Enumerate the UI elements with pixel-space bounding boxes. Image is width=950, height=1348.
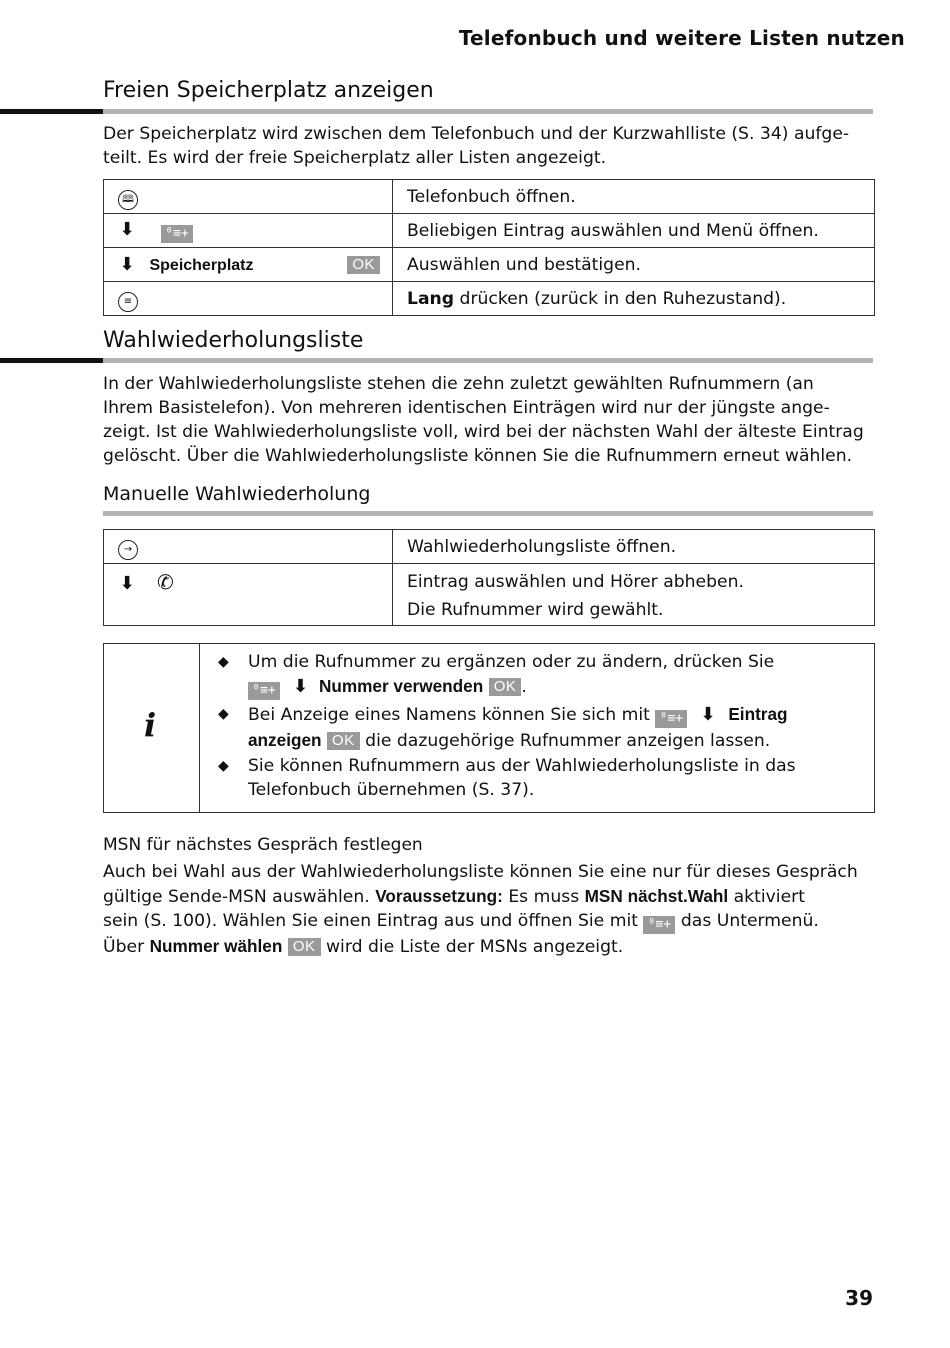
info-bullet: [218, 650, 858, 700]
ok-softkey: OK: [347, 256, 380, 274]
bullet-diamond-icon: ◆: [218, 758, 229, 774]
step-key: [104, 248, 393, 282]
down-arrow-icon: ⬇: [119, 254, 135, 275]
menu-key-icon: ⁰≡+: [655, 710, 687, 728]
ok-softkey: OK: [288, 938, 321, 956]
bullet-text: Um die Rufnummer zu ergänzen oder zu ändern, drücken Sie: [248, 652, 775, 672]
bullet-text: Sie können Rufnummern aus der Wahlwiederholungsliste in das: [248, 756, 796, 776]
para-line: [103, 909, 875, 934]
para-line: Der Speicherplatz wird zwischen dem Telefonbuch und der Kurzwahlliste (S. 34) aufge-: [103, 124, 850, 144]
info-box: [103, 643, 875, 813]
para-line: Auch bei Wahl aus der Wahlwiederholungsliste können Sie eine nur für dieses Gespräch: [103, 862, 858, 882]
bullet-diamond-icon: ◆: [218, 654, 229, 670]
subsection-rule-grey: [103, 511, 873, 516]
info-bullet: [218, 702, 858, 753]
info-icon: i: [144, 706, 157, 744]
step-desc: [393, 282, 875, 316]
step-key: [104, 180, 393, 214]
menu-key-icon: ⁰≡+: [248, 682, 280, 700]
running-header: Telefonbuch und weitere Listen nutzen: [458, 26, 905, 50]
desc-bold: Lang: [407, 288, 455, 309]
text: aktiviert: [728, 887, 805, 907]
step-desc: Wahlwiederholungsliste öffnen.: [393, 530, 875, 564]
para-line: zeigt. Ist die Wahlwiederholungsliste voll, wird bei der nächsten Wahl der älteste Eintrag: [103, 422, 864, 442]
msn-title: MSN für nächstes Gespräch festlegen: [103, 835, 423, 855]
text: Es muss: [502, 887, 585, 907]
text: wird die Liste der MSNs angezeigt.: [320, 937, 624, 957]
ok-softkey: OK: [489, 678, 522, 696]
text: gültige Sende-MSN auswählen.: [103, 887, 376, 907]
bullet-text: .: [521, 677, 527, 697]
section-rule-dark: [0, 358, 103, 363]
step-row: [104, 282, 875, 316]
step-desc: [393, 564, 875, 626]
desc-line: Eintrag auswählen und Hörer abheben.: [407, 572, 744, 592]
down-arrow-icon: ⬇: [292, 676, 309, 697]
menu-entry-nummer-verwenden: Nummer verwenden: [318, 676, 484, 696]
subsection-title-manual-redial: Manuelle Wahlwiederholung: [103, 483, 371, 505]
phonebook-key-icon: 🕮: [118, 190, 138, 210]
info-icon-column: [104, 644, 200, 812]
menu-entry-nummer-waehlen: Nummer wählen: [149, 936, 283, 956]
section-title-redial-list: Wahlwiederholungsliste: [103, 328, 364, 353]
step-desc: Auswählen und bestätigen.: [393, 248, 875, 282]
step-row: [104, 180, 875, 214]
section-rule-grey: [103, 358, 873, 363]
section-rule-dark: [0, 109, 103, 114]
down-arrow-icon: ⬇: [119, 573, 135, 594]
end-call-key-icon: ≡: [118, 292, 138, 312]
para-line: teilt. Es wird der freie Speicherplatz aller Listen angezeigt.: [103, 148, 607, 168]
step-row: [104, 214, 875, 248]
info-bullet: [218, 754, 858, 802]
desc-line: Die Rufnummer wird gewählt.: [407, 600, 664, 620]
section-rule-grey: [103, 109, 873, 114]
bullet-text: Telefonbuch übernehmen (S. 37).: [248, 780, 535, 800]
step-key: [104, 564, 393, 626]
step-key: [104, 214, 393, 248]
text: Über: [103, 937, 150, 957]
steps-table-redial: [103, 529, 875, 626]
step-key: [104, 282, 393, 316]
menu-entry-eintrag: Eintrag: [728, 704, 788, 724]
desc-text: drücken (zurück in den Ruhezustand).: [454, 288, 787, 309]
step-desc: Telefonbuch öffnen.: [393, 180, 875, 214]
section-title-free-memory: Freien Speicherplatz anzeigen: [103, 78, 434, 103]
step-desc: Beliebigen Eintrag auswählen und Menü öffnen.: [393, 214, 875, 248]
bullet-diamond-icon: ◆: [218, 706, 229, 722]
msn-paragraph: [103, 860, 875, 959]
menu-entry-speicherplatz: Speicherplatz: [149, 257, 254, 274]
prerequisite-label: Voraussetzung:: [375, 886, 503, 906]
bullet-text: Bei Anzeige eines Namens können Sie sich mit: [248, 705, 650, 725]
text: sein (S. 100). Wählen Sie einen Eintrag aus und öffnen Sie mit: [103, 911, 638, 931]
menu-entry-anzeigen: anzeigen: [248, 730, 322, 750]
menu-key-icon: ⁰≡+: [643, 916, 675, 934]
step-row: [104, 564, 875, 626]
para-line: gelöscht. Über die Wahlwiederholungsliste können Sie die Rufnummern erneut wählen.: [103, 446, 853, 466]
para-line: Ihrem Basistelefon). Von mehreren identischen Einträgen wird nur der jüngste ange-: [103, 398, 830, 418]
step-row: [104, 248, 875, 282]
page-number: 39: [845, 1286, 873, 1310]
steps-table-memory: [103, 179, 875, 316]
para-line: In der Wahlwiederholungsliste stehen die zehn zuletzt gewählten Rufnummern (an: [103, 374, 814, 394]
step-row: [104, 530, 875, 564]
step-key: [104, 530, 393, 564]
down-arrow-icon: ⬇: [700, 704, 716, 725]
para-line: [103, 934, 875, 959]
section2-paragraph: [103, 372, 875, 468]
menu-key-icon: ⁰≡+: [161, 225, 193, 243]
redial-key-icon: →: [118, 540, 138, 560]
down-arrow-icon: ⬇: [119, 218, 135, 240]
menu-entry-msn-naechst-wahl: MSN nächst.Wahl: [584, 886, 729, 906]
bullet-text: die dazugehörige Rufnummer anzeigen lassen.: [359, 731, 771, 751]
text: das Untermenü.: [675, 911, 819, 931]
section1-paragraph: [103, 122, 875, 170]
handset-icon: ✆: [156, 570, 174, 594]
para-line: [103, 884, 875, 909]
ok-softkey: OK: [327, 732, 360, 750]
